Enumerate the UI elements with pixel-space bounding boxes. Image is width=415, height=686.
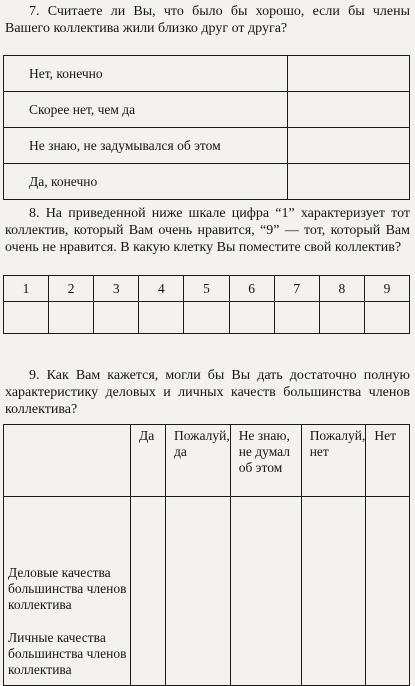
- scale-number: 6: [229, 276, 274, 302]
- q7-answer-cell[interactable]: [288, 164, 410, 200]
- q9-answer-cell[interactable]: [230, 497, 301, 686]
- scale-answer-cell[interactable]: [274, 302, 319, 334]
- column-header: Нет: [366, 425, 410, 497]
- scale-answer-row: [4, 302, 410, 334]
- q9-answer-cell[interactable]: [131, 497, 166, 686]
- table-row: [4, 497, 410, 686]
- table-row: [4, 128, 410, 164]
- question-8-scale-table: [3, 275, 410, 334]
- q7-option-label: Не знаю, не задумывался об этом: [4, 128, 288, 164]
- column-header: Да: [131, 425, 166, 497]
- q7-answer-cell[interactable]: [288, 56, 410, 92]
- column-header: Пожалуй, да: [166, 425, 231, 497]
- question-8-text: 8. На приведенной ниже шкале цифра “1” характеризует тот коллектив, который Вам очень нравится, “9” — тот, который Вам очень не нравится. В какую клетку Вы поместите свой коллектив?: [5, 206, 410, 255]
- scale-answer-cell[interactable]: [139, 302, 184, 334]
- table-row: [4, 92, 410, 128]
- table-header-row: [4, 425, 410, 497]
- table-row: [4, 56, 410, 92]
- scale-number: 7: [274, 276, 319, 302]
- scale-number: 5: [184, 276, 229, 302]
- question-7-table: [3, 55, 410, 200]
- q9-answer-cell[interactable]: [366, 497, 410, 686]
- row-label-personal: Личные качества большинства членов коллектива: [8, 630, 127, 677]
- scale-answer-cell[interactable]: [364, 302, 409, 334]
- scale-answer-cell[interactable]: [229, 302, 274, 334]
- column-header: Не знаю, не думал об этом: [230, 425, 301, 497]
- scale-answer-cell[interactable]: [4, 302, 49, 334]
- q7-option-label: Скорее нет, чем да: [4, 92, 288, 128]
- scale-number: 8: [319, 276, 364, 302]
- scale-number: 4: [139, 276, 184, 302]
- question-9-table: [3, 424, 410, 686]
- table-row: [4, 164, 410, 200]
- scale-numbers-row: [4, 276, 410, 302]
- q7-option-label: Нет, конечно: [4, 56, 288, 92]
- q9-answer-cell[interactable]: [166, 497, 231, 686]
- scale-answer-cell[interactable]: [184, 302, 229, 334]
- q7-answer-cell[interactable]: [288, 92, 410, 128]
- scale-number: 3: [94, 276, 139, 302]
- q9-answer-cell[interactable]: [301, 497, 366, 686]
- row-label-business: Деловые качества большинства членов коллектива: [8, 565, 127, 612]
- scale-answer-cell[interactable]: [49, 302, 94, 334]
- column-header: Пожалуй, нет: [301, 425, 366, 497]
- question-9-text: 9. Как Вам кажется, могли бы Вы дать достаточно полную характеристику деловых и личных качеств большинства членов коллектива?: [5, 368, 410, 417]
- scale-answer-cell[interactable]: [94, 302, 139, 334]
- row-labels-cell: [4, 497, 131, 686]
- scale-number: 1: [4, 276, 49, 302]
- q7-option-label: Да, конечно: [4, 164, 288, 200]
- scale-answer-cell[interactable]: [319, 302, 364, 334]
- question-7-text: 7. Считаете ли Вы, что было бы хорошо, если бы члены Вашего коллектива жили близко друг от друга?: [5, 4, 410, 36]
- q7-answer-cell[interactable]: [288, 128, 410, 164]
- scale-number: 9: [364, 276, 409, 302]
- corner-cell: [4, 425, 131, 497]
- scale-number: 2: [49, 276, 94, 302]
